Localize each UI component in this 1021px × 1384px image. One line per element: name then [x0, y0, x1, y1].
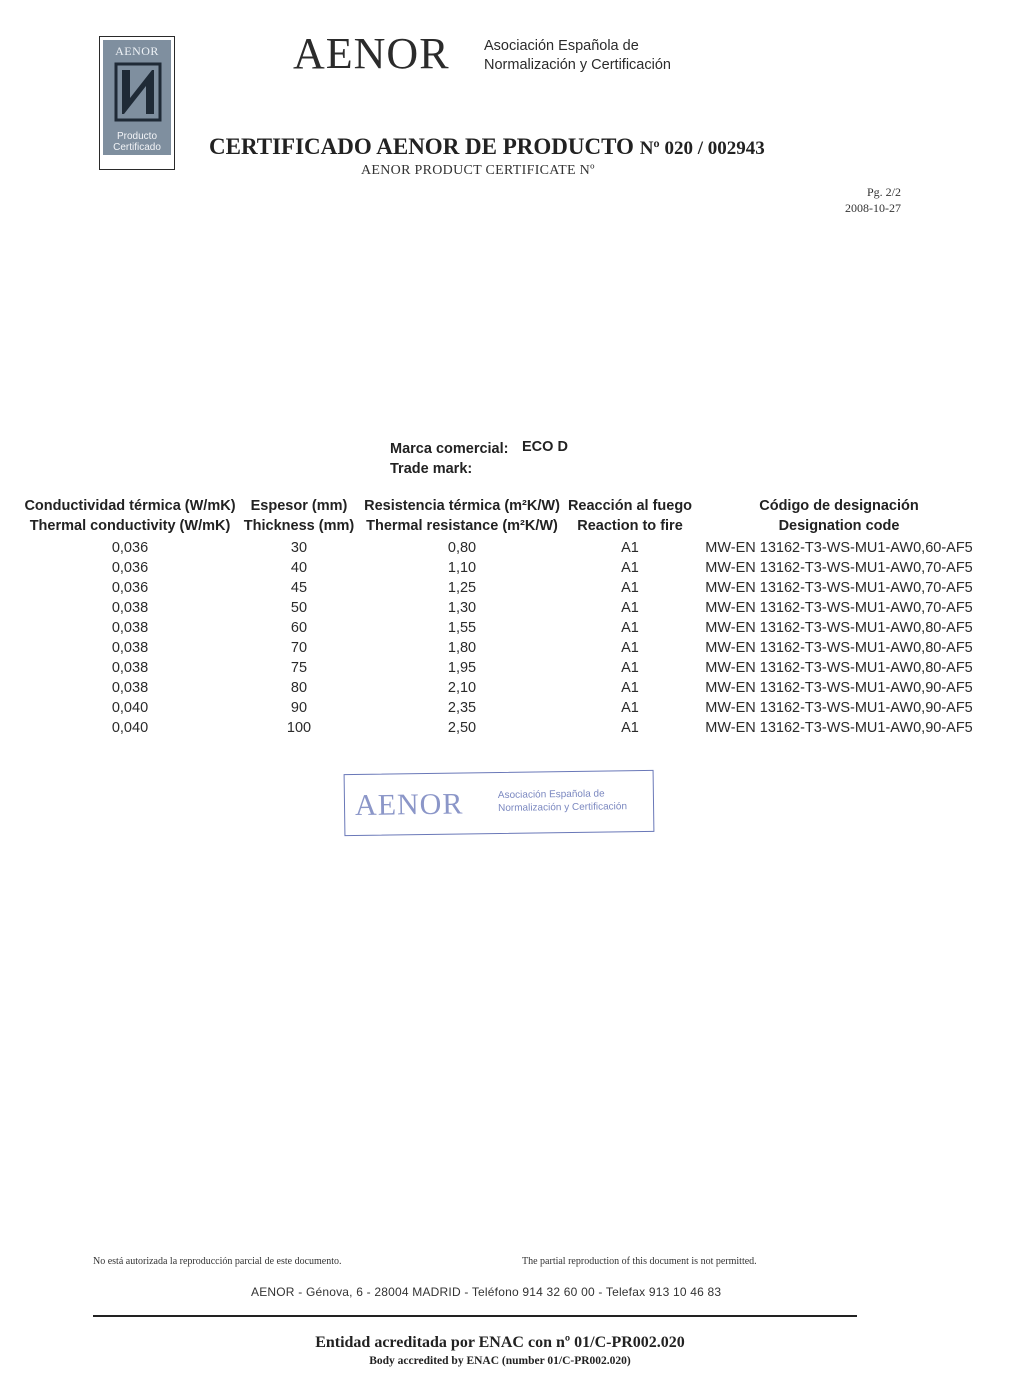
cell-resistance: 1,30 — [447, 600, 477, 616]
page-number: Pg. 2/2 — [866, 185, 901, 199]
footer-note-es: No está autorizada la reproducción parcial de este documento. — [93, 1256, 342, 1267]
aenor-n-logo-icon — [114, 62, 162, 122]
stamp-line2: Normalización y Certificación — [498, 801, 628, 815]
header-es: Reacción al fuego — [567, 498, 693, 514]
product-table — [22, 496, 982, 738]
association-line2: Normalización y Certificación — [484, 57, 671, 73]
table-row — [22, 698, 982, 718]
cell-designation: MW-EN 13162-T3-WS-MU1-AW0,60-AF5 — [705, 540, 973, 556]
cell-thickness: 50 — [290, 600, 308, 616]
trade-mark-label — [390, 439, 508, 479]
table-row — [22, 678, 982, 698]
cell-conductivity: 0,038 — [111, 600, 149, 616]
cell-thickness: 45 — [290, 580, 308, 596]
cell-reaction: A1 — [621, 700, 639, 716]
cell-reaction: A1 — [621, 560, 639, 576]
accreditation-es: Entidad acreditada por ENAC con nº 01/C-PR002.020 — [315, 1334, 685, 1351]
cell-resistance: 1,25 — [447, 580, 477, 596]
logo-top-label: AENOR — [115, 44, 159, 58]
table-row — [22, 718, 982, 738]
certificate-title-text: CERTIFICADO AENOR DE PRODUCTO — [209, 134, 634, 159]
cell-conductivity: 0,038 — [111, 620, 149, 636]
trade-mark-label-es: Marca comercial: — [390, 441, 509, 457]
cell-reaction: A1 — [621, 620, 639, 636]
trade-mark-label-en: Trade mark: — [390, 461, 473, 477]
table-row — [22, 658, 982, 678]
aenor-stamp — [344, 770, 655, 836]
cell-conductivity: 0,038 — [111, 640, 149, 656]
cell-resistance: 1,55 — [447, 620, 477, 636]
certificate-title — [209, 134, 765, 160]
logo-label-line2: Certificado — [113, 142, 161, 153]
association-name — [484, 37, 671, 75]
logo-label-line1: Producto — [116, 131, 158, 142]
header-es: Resistencia térmica (m²K/W) — [364, 498, 560, 514]
cell-conductivity: 0,036 — [111, 560, 149, 576]
certificate-number: Nº 020 / 002943 — [639, 138, 765, 159]
brand-name: AENOR — [293, 29, 450, 78]
header-es: Espesor (mm) — [250, 498, 348, 514]
footer-note-en: The partial reproduction of this document is not permitted. — [522, 1256, 757, 1267]
header-en: Thickness (mm) — [243, 518, 355, 534]
logo-panel — [103, 40, 171, 155]
cell-thickness: 80 — [290, 680, 308, 696]
cell-thickness: 70 — [290, 640, 308, 656]
header-reaction-to-fire — [564, 496, 696, 538]
cell-reaction: A1 — [621, 720, 639, 736]
cell-resistance: 2,35 — [447, 700, 477, 716]
cell-designation: MW-EN 13162-T3-WS-MU1-AW0,90-AF5 — [705, 720, 973, 736]
cell-resistance: 2,50 — [447, 720, 477, 736]
header-en: Thermal conductivity (W/mK) — [29, 518, 231, 534]
header-en: Reaction to fire — [577, 518, 683, 534]
cell-designation: MW-EN 13162-T3-WS-MU1-AW0,70-AF5 — [705, 600, 973, 616]
cell-reaction: A1 — [621, 540, 639, 556]
cell-designation: MW-EN 13162-T3-WS-MU1-AW0,70-AF5 — [705, 580, 973, 596]
header-en: Designation code — [778, 518, 900, 534]
cell-conductivity: 0,036 — [111, 540, 149, 556]
document-date: 2008-10-27 — [845, 201, 901, 215]
stamp-line1: Asociación Española de — [497, 788, 605, 802]
certificate-subtitle: AENOR PRODUCT CERTIFICATE Nº — [361, 163, 595, 178]
cell-conductivity: 0,038 — [111, 660, 149, 676]
aenor-product-certified-logo — [99, 36, 175, 170]
header-es: Código de designación — [759, 498, 919, 514]
cell-thickness: 60 — [290, 620, 308, 636]
cell-thickness: 75 — [290, 660, 308, 676]
cell-reaction: A1 — [621, 680, 639, 696]
cell-conductivity: 0,040 — [111, 700, 149, 716]
cell-reaction: A1 — [621, 580, 639, 596]
table-row — [22, 598, 982, 618]
header-es: Conductividad térmica (W/mK) — [24, 498, 236, 514]
cell-resistance: 1,80 — [447, 640, 477, 656]
cell-designation: MW-EN 13162-T3-WS-MU1-AW0,70-AF5 — [705, 560, 973, 576]
cell-reaction: A1 — [621, 600, 639, 616]
cell-resistance: 1,95 — [447, 660, 477, 676]
table-row — [22, 538, 982, 558]
cell-reaction: A1 — [621, 660, 639, 676]
cell-thickness: 100 — [286, 720, 312, 736]
header-thermal-resistance — [360, 496, 564, 538]
cell-thickness: 30 — [290, 540, 308, 556]
association-line1: Asociación Española de — [484, 38, 639, 54]
logo-certified-label — [103, 131, 171, 153]
cell-designation: MW-EN 13162-T3-WS-MU1-AW0,90-AF5 — [705, 700, 973, 716]
table-header-row — [22, 496, 982, 538]
cell-conductivity: 0,036 — [111, 580, 149, 596]
cell-conductivity: 0,040 — [111, 720, 149, 736]
table-row — [22, 558, 982, 578]
cell-thickness: 90 — [290, 700, 308, 716]
header-thickness — [238, 496, 360, 538]
cell-resistance: 2,10 — [447, 680, 477, 696]
table-row — [22, 578, 982, 598]
cell-reaction: A1 — [621, 640, 639, 656]
cell-conductivity: 0,038 — [111, 680, 149, 696]
footer-address: AENOR - Génova, 6 - 28004 MADRID - Teléfono 914 32 60 00 - Telefax 913 10 46 83 — [251, 1285, 722, 1299]
table-row — [22, 618, 982, 638]
cell-resistance: 0,80 — [447, 540, 477, 556]
header-en: Thermal resistance (m²K/W) — [366, 518, 558, 534]
stamp-brand: AENOR — [354, 787, 464, 823]
stamp-association — [498, 787, 627, 815]
header-designation-code — [696, 496, 982, 538]
table-row — [22, 638, 982, 658]
cell-designation: MW-EN 13162-T3-WS-MU1-AW0,80-AF5 — [705, 640, 973, 656]
header-thermal-conductivity — [22, 496, 238, 538]
trade-mark-value: ECO D — [522, 439, 568, 455]
cell-thickness: 40 — [290, 560, 308, 576]
cell-designation: MW-EN 13162-T3-WS-MU1-AW0,80-AF5 — [705, 620, 973, 636]
accreditation-en: Body accredited by ENAC (number 01/C-PR002.020) — [369, 1355, 631, 1367]
page-info — [845, 184, 901, 216]
cell-designation: MW-EN 13162-T3-WS-MU1-AW0,90-AF5 — [705, 680, 973, 696]
footer-divider — [93, 1315, 857, 1317]
cell-resistance: 1,10 — [447, 560, 477, 576]
cell-designation: MW-EN 13162-T3-WS-MU1-AW0,80-AF5 — [705, 660, 973, 676]
